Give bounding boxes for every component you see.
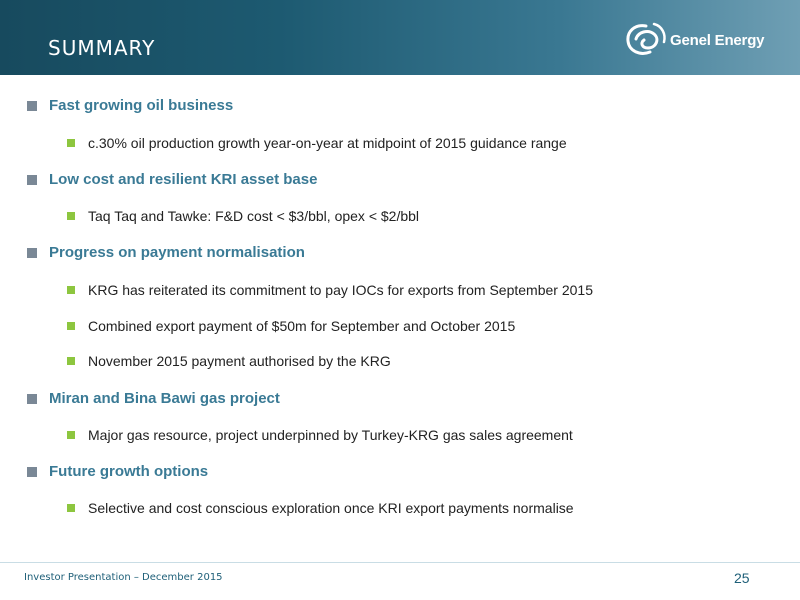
bullet-heading-text: Miran and Bina Bawi gas project	[49, 390, 280, 407]
sub-bullet-square-icon	[67, 212, 75, 220]
bullet-heading	[27, 97, 233, 114]
bullet-square-icon	[27, 467, 37, 477]
slide-title: SUMMARY	[48, 36, 156, 60]
sub-bullet	[67, 135, 567, 151]
sub-bullet	[67, 353, 391, 369]
bullet-heading	[27, 171, 317, 188]
sub-bullet-text: Selective and cost conscious exploration once KRI export payments normalise	[88, 500, 574, 516]
sub-bullet-text: November 2015 payment authorised by the KRG	[88, 353, 391, 369]
sub-bullet	[67, 500, 574, 516]
sub-bullet-square-icon	[67, 286, 75, 294]
sub-bullet-square-icon	[67, 357, 75, 365]
bullet-heading-text: Fast growing oil business	[49, 97, 234, 114]
footer-divider	[0, 562, 800, 563]
footer-caption: Investor Presentation – December 2015	[24, 572, 223, 583]
bullet-heading-text: Progress on payment normalisation	[49, 244, 305, 261]
sub-bullet	[67, 427, 573, 443]
bullet-square-icon	[27, 394, 37, 404]
page-number: 25	[734, 570, 750, 586]
sub-bullet	[67, 208, 419, 224]
bullet-heading	[27, 463, 208, 480]
sub-bullet-text: KRG has reiterated its commitment to pay IOCs for exports from September 2015	[88, 282, 593, 298]
bullet-heading-text: Future growth options	[49, 463, 209, 480]
sub-bullet-text: Combined export payment of $50m for September and October 2015	[88, 318, 516, 334]
sub-bullet	[67, 318, 515, 334]
sub-bullet-square-icon	[67, 431, 75, 439]
sub-bullet	[67, 282, 593, 298]
bullet-square-icon	[27, 101, 37, 111]
logo-text: Genel Energy	[670, 31, 765, 49]
bullet-heading	[27, 244, 305, 261]
bullet-heading	[27, 390, 280, 407]
sub-bullet-text: Major gas resource, project underpinned by Turkey-KRG gas sales agreement	[88, 427, 573, 443]
bullet-square-icon	[27, 248, 37, 258]
bullet-square-icon	[27, 175, 37, 185]
sub-bullet-square-icon	[67, 322, 75, 330]
bullet-heading-text: Low cost and resilient KRI asset base	[49, 171, 318, 188]
sub-bullet-square-icon	[67, 139, 75, 147]
sub-bullet-text: Taq Taq and Tawke: F&D cost < $3/bbl, opex < $2/bbl	[88, 208, 420, 224]
sub-bullet-text: c.30% oil production growth year-on-year at midpoint of 2015 guidance range	[88, 135, 567, 151]
sub-bullet-square-icon	[67, 504, 75, 512]
